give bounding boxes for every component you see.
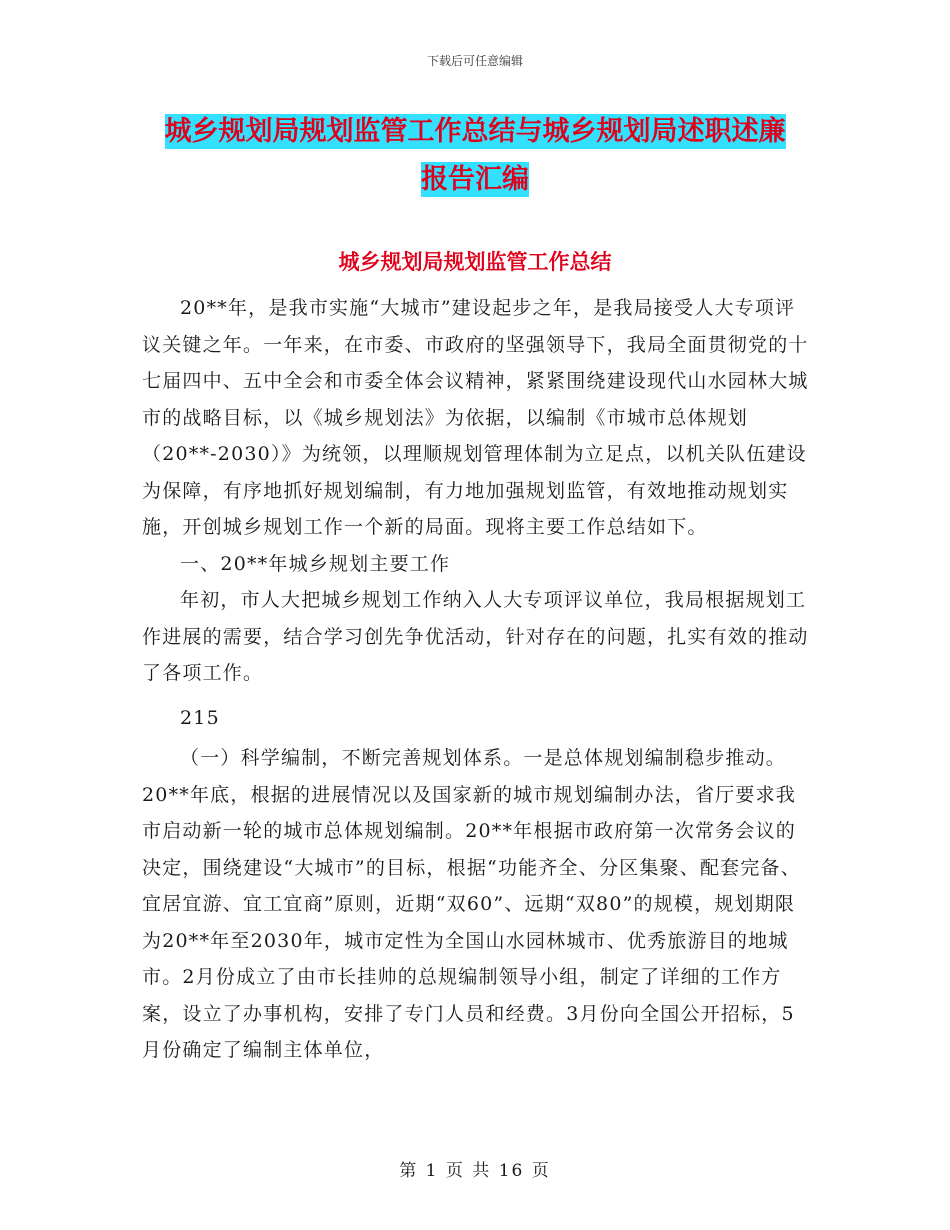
document-title-line-2: 报告汇编 [421,164,529,195]
page-footer: 第 1 页 共 16 页 [399,1161,551,1181]
paragraph-planning-system: （一）科学编制，不断完善规划体系。一是总体规划编制稳步推动。20**年底，根据的进展情况以及国家新的城市规划编制办法，省厅要求我市启动新一轮的城市总体规划编制。20**年根据市政府第一次常务会议的决定，围绕建设“大城市”的目标，根据“功能齐全、分区集聚、配套完备、宜居宜游、宜工宜商”原则，近期“双60”、远期“双80”的规模，规划期限为20**年至2030年，城市定性为全国山水园林城市、优秀旅游目的地城市。2月份成立了由市长挂帅的总规编制领导小组，制定了详细的工作方案，设立了办事机构，安排了专门人员和经费。3月份向全国公开招标，5月份确定了编制主体单位， [142,747,801,1061]
heading-main-work: 一、20**年城乡规划主要工作 [180,552,451,575]
document-title-line-1: 城乡规划局规划监管工作总结与城乡规划局述职述廉 [164,116,786,147]
document-title [140,108,810,204]
header-note: 下载后可任意编辑 [426,54,523,68]
paragraph-early-year: 年初，市人大把城乡规划工作纳入人大专项评议单位，我局根据规划工作进展的需要，结合学习创先争优活动，针对存在的问题，扎实有效的推动了各项工作。 [142,589,809,684]
inline-number: 215 [180,706,220,729]
section-title: 城乡规划局规划监管工作总结 [338,250,612,274]
body-text [142,290,810,1069]
paragraph-intro: 20**年，是我市实施“大城市”建设起步之年，是我局接受人大专项评议关键之年。一年来，在市委、市政府的坚强领导下，我局全面贯彻党的十七届四中、五中全会和市委全体会议精神，紧紧围绕建设现代山水园林大城市的战略目标，以《城乡规划法》为依据，以编制《市城市总体规划（20**-2030）》为统领，以理顺规划管理体制为立足点，以机关队伍建设为保障，有序地抓好规划编制，有力地加强规划监管，有效地推动规划实施，开创城乡规划工作一个新的局面。现将主要工作总结如下。 [142,297,809,538]
